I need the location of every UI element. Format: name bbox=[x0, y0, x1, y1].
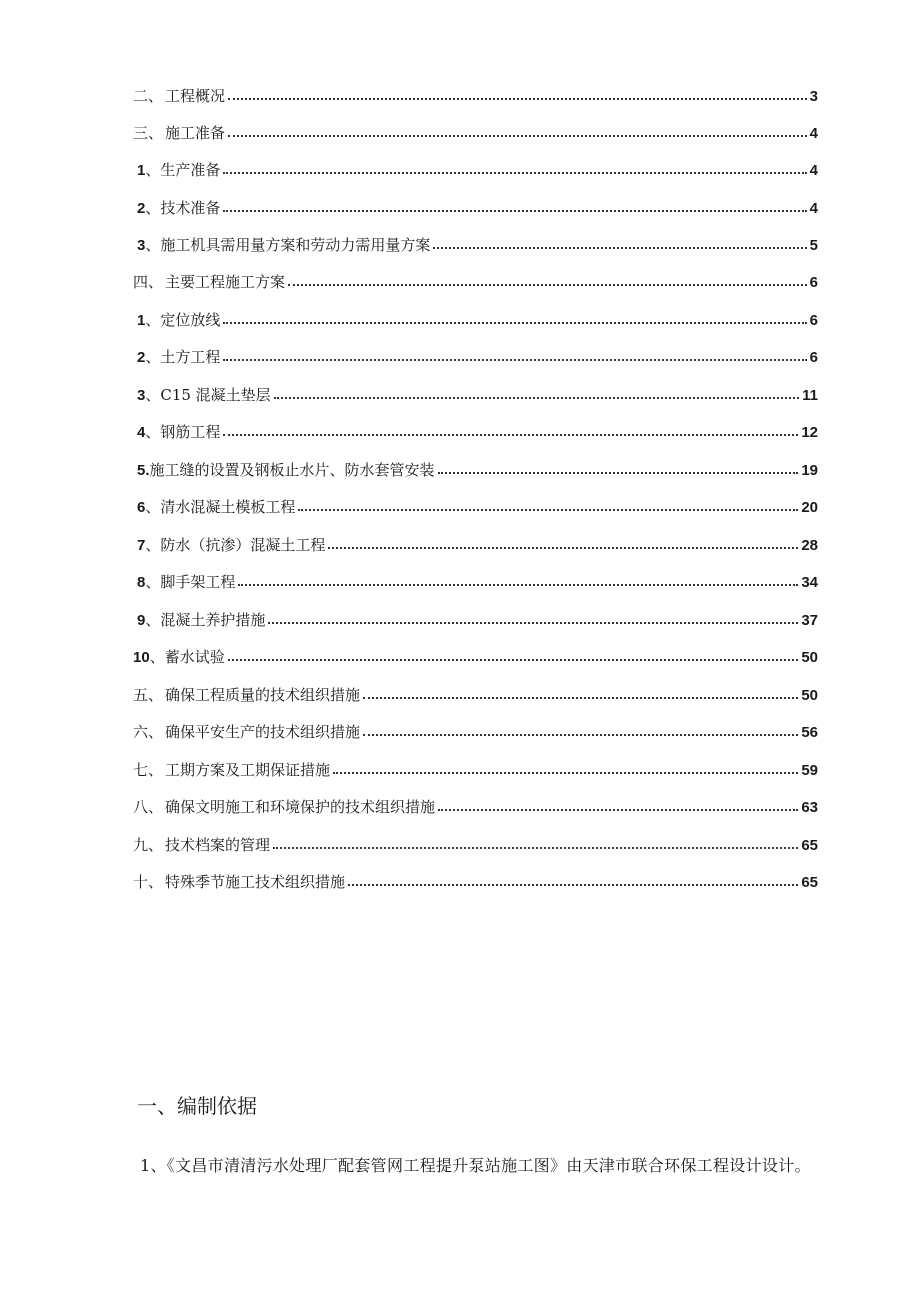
toc-entry-title: 技术档案的管理 bbox=[165, 836, 271, 854]
toc-entry[interactable] bbox=[137, 309, 818, 331]
toc-leader-dots bbox=[274, 384, 799, 399]
toc-entry-title: 确保平安生产的技术组织措施 bbox=[165, 723, 361, 741]
toc-entry-title: 特殊季节施工技术组织措施 bbox=[165, 873, 346, 891]
toc-entry[interactable] bbox=[133, 646, 818, 668]
toc-entry[interactable] bbox=[137, 459, 818, 481]
toc-leader-dots bbox=[438, 796, 798, 811]
toc-entry-page: 65 bbox=[801, 837, 818, 854]
toc-entry[interactable] bbox=[133, 759, 818, 781]
toc-leader-dots bbox=[238, 571, 798, 586]
body-paragraph: 1、《文昌市清清污水处理厂配套管网工程提升泵站施工图》由天津市联合环保工程设计设计。 bbox=[140, 1156, 811, 1175]
toc-entry[interactable] bbox=[137, 384, 818, 406]
toc-entry-page: 63 bbox=[801, 799, 818, 816]
toc-entry[interactable] bbox=[137, 609, 818, 631]
toc-leader-dots bbox=[348, 871, 798, 886]
toc-entry-title: 、混凝土养护措施 bbox=[145, 611, 266, 629]
toc-entry-prefix: 1 bbox=[137, 312, 146, 329]
toc-entry-prefix: 2 bbox=[137, 200, 146, 217]
toc-entry-prefix: 九、 bbox=[133, 836, 164, 854]
toc-entry-prefix: 二、 bbox=[133, 87, 164, 105]
toc-entry-title: 、定位放线 bbox=[145, 311, 221, 329]
toc-leader-dots bbox=[433, 234, 806, 249]
toc-entry-title: 工期方案及工期保证措施 bbox=[165, 761, 331, 779]
toc-entry-page: 28 bbox=[801, 537, 818, 554]
toc-leader-dots bbox=[273, 834, 798, 849]
toc-entry-prefix: 3 bbox=[137, 387, 146, 404]
toc-entry-page: 5 bbox=[809, 237, 818, 254]
toc-entry-page: 6 bbox=[809, 274, 818, 291]
toc-entry-prefix: 2 bbox=[137, 349, 146, 366]
toc-entry-prefix: 十、 bbox=[133, 873, 164, 891]
toc-entry-page: 4 bbox=[809, 162, 818, 179]
toc-leader-dots bbox=[333, 759, 798, 774]
toc-entry-prefix: 四、 bbox=[133, 273, 164, 291]
toc-entry-page: 34 bbox=[801, 574, 818, 591]
toc-entry[interactable] bbox=[133, 796, 818, 818]
toc-entry-title: 、技术准备 bbox=[145, 199, 221, 217]
toc-entry-page: 19 bbox=[801, 462, 818, 479]
toc-entry-prefix: 五、 bbox=[133, 686, 164, 704]
toc-entry[interactable] bbox=[137, 421, 818, 443]
toc-entry[interactable] bbox=[133, 834, 818, 856]
toc-leader-dots bbox=[223, 159, 806, 174]
toc-entry-title: 工程概况 bbox=[165, 87, 226, 105]
toc-entry[interactable] bbox=[133, 721, 818, 743]
toc-leader-dots bbox=[228, 85, 807, 100]
toc-leader-dots bbox=[438, 459, 799, 474]
toc-entry-prefix: 1 bbox=[137, 162, 146, 179]
toc-leader-dots bbox=[223, 421, 798, 436]
toc-entry[interactable] bbox=[133, 271, 818, 293]
toc-entry-title: 、钢筋工程 bbox=[145, 423, 221, 441]
toc-leader-dots bbox=[288, 271, 807, 286]
toc-entry[interactable] bbox=[137, 159, 818, 181]
toc-entry[interactable] bbox=[137, 496, 818, 518]
toc-entry-page: 37 bbox=[801, 612, 818, 629]
toc-leader-dots bbox=[363, 684, 798, 699]
toc-entry[interactable] bbox=[137, 346, 818, 368]
toc-entry-prefix: 5. bbox=[137, 462, 150, 479]
toc-leader-dots bbox=[223, 197, 806, 212]
toc-entry-title: 、土方工程 bbox=[145, 348, 221, 366]
toc-entry-page: 4 bbox=[809, 125, 818, 142]
toc-entry-prefix: 三、 bbox=[133, 124, 164, 142]
toc-entry-page: 6 bbox=[809, 349, 818, 366]
toc-entry[interactable] bbox=[133, 684, 818, 706]
toc-entry-prefix: 10 bbox=[133, 649, 150, 666]
toc-entry-title: 施工准备 bbox=[165, 124, 226, 142]
toc-entry-prefix: 7 bbox=[137, 537, 146, 554]
toc-entry[interactable] bbox=[133, 122, 818, 144]
toc-entry-title: 主要工程施工方案 bbox=[165, 273, 286, 291]
toc-entry-prefix: 七、 bbox=[133, 761, 164, 779]
toc-leader-dots bbox=[328, 534, 798, 549]
toc-entry[interactable] bbox=[137, 534, 818, 556]
toc-entry[interactable] bbox=[137, 571, 818, 593]
toc-leader-dots bbox=[228, 646, 799, 661]
toc-entry-title: 、蓄水试验 bbox=[149, 648, 225, 666]
toc-entry-title: 确保文明施工和环境保护的技术组织措施 bbox=[165, 798, 436, 816]
section-heading: 一、编制依据 bbox=[137, 1094, 257, 1118]
toc-entry-prefix: 6 bbox=[137, 499, 146, 516]
toc-entry-page: 3 bbox=[809, 88, 818, 105]
toc-entry-title: 、脚手架工程 bbox=[145, 573, 236, 591]
toc-entry-page: 12 bbox=[801, 424, 818, 441]
toc-entry-title: 、生产准备 bbox=[145, 161, 221, 179]
toc-entry-page: 65 bbox=[801, 874, 818, 891]
toc-entry-prefix: 3 bbox=[137, 237, 146, 254]
toc-entry[interactable] bbox=[137, 197, 818, 219]
toc-leader-dots bbox=[363, 721, 798, 736]
toc-entry-prefix: 9 bbox=[137, 612, 146, 629]
toc-entry-title: 确保工程质量的技术组织措施 bbox=[165, 686, 361, 704]
toc-leader-dots bbox=[268, 609, 798, 624]
toc-entry-prefix: 八、 bbox=[133, 798, 164, 816]
toc-entry-page: 20 bbox=[801, 499, 818, 516]
toc-leader-dots bbox=[223, 346, 806, 361]
toc-entry-title: 、防水（抗渗）混凝土工程 bbox=[145, 536, 326, 554]
toc-entry-title: 、清水混凝土模板工程 bbox=[145, 498, 296, 516]
toc-entry-page: 6 bbox=[809, 312, 818, 329]
toc-entry-prefix: 4 bbox=[137, 424, 146, 441]
toc-entry-page: 4 bbox=[809, 200, 818, 217]
toc-leader-dots bbox=[228, 122, 807, 137]
toc-entry-prefix: 六、 bbox=[133, 723, 164, 741]
toc-entry[interactable] bbox=[137, 234, 818, 256]
toc-entry-page: 59 bbox=[801, 762, 818, 779]
toc-entry-title: 、施工机具需用量方案和劳动力需用量方案 bbox=[145, 236, 431, 254]
toc-leader-dots bbox=[298, 496, 798, 511]
toc-entry-page: 11 bbox=[802, 387, 818, 404]
toc-entry-title: 施工缝的设置及钢板止水片、防水套管安装 bbox=[149, 461, 435, 479]
toc-entry-title: 、C15 混凝土垫层 bbox=[145, 386, 271, 404]
toc-leader-dots bbox=[223, 309, 806, 324]
toc-entry[interactable] bbox=[133, 871, 818, 893]
toc-entry-page: 50 bbox=[801, 687, 818, 704]
toc-entry-prefix: 8 bbox=[137, 574, 146, 591]
toc-entry-page: 50 bbox=[801, 649, 818, 666]
toc-entry-page: 56 bbox=[801, 724, 818, 741]
toc-entry[interactable] bbox=[133, 85, 818, 107]
